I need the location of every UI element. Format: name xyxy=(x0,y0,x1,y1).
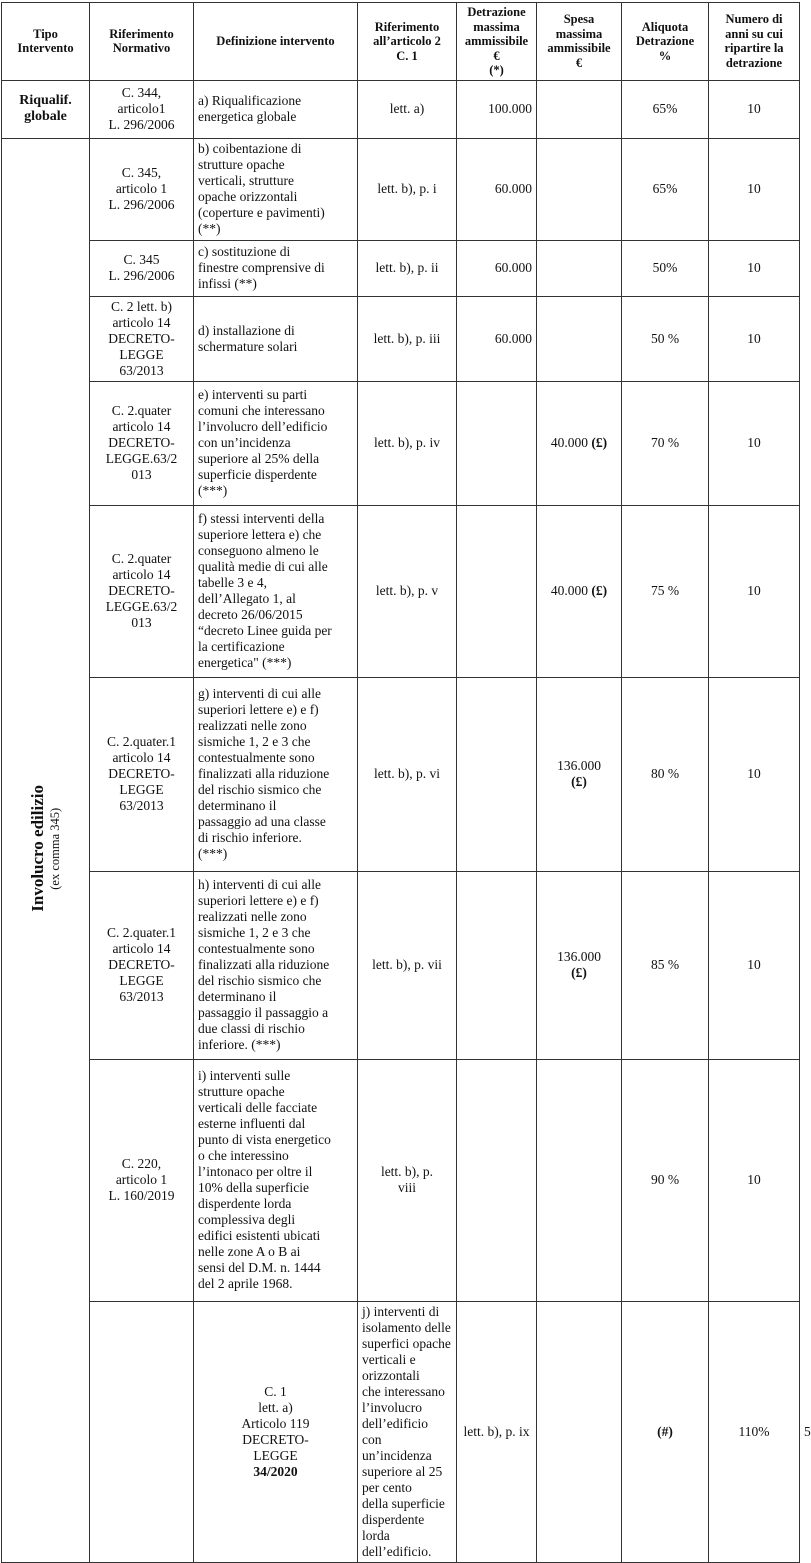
def-cell: i) interventi sulle strutture opache verticali delle facciate esterne influenti dal punto di vista energetico o che interessino l’intonaco per oltre il 10% della superficie disperdente lorda complessiva degli edifici esistenti ubicati nelle zone A o B ai sensi del D.M. n. 1444 del 2 aprile 1968. xyxy=(194,1059,358,1301)
aliq-cell: 65% xyxy=(622,80,709,138)
header-aliquota: Aliquota Detrazione % xyxy=(622,3,709,81)
spesa-mark: (£) xyxy=(571,965,587,980)
art-cell: lett. b), p. ix xyxy=(457,1301,537,1562)
header-spesa: Spesa massima ammissibile € xyxy=(537,3,622,81)
anni-cell: 10 xyxy=(709,505,800,677)
spesa-cell xyxy=(537,677,622,871)
table-row xyxy=(2,80,800,138)
spesa-mark: (£) xyxy=(591,583,608,598)
def-cell: f) stessi interventi della superiore lettera e) che conseguono almeno le qualità medie di cui alle tabelle 3 e 4, dell’Allegato 1, al decreto 26/06/2015 “decreto Linee guida per la certificazione energetica" (***) xyxy=(194,505,358,677)
spesa-cell xyxy=(537,138,622,240)
spesa-value: 136.000 xyxy=(557,758,601,773)
art-cell: lett. b), p. v xyxy=(358,505,457,677)
header-row xyxy=(2,3,800,81)
header-riferimento: Riferimento Normativo xyxy=(90,3,194,81)
art-cell: lett. b), p. vii xyxy=(358,871,457,1059)
anni-cell: 10 xyxy=(709,296,800,381)
header-articolo: Riferimento all’articolo 2 C. 1 xyxy=(358,3,457,81)
aliq-cell: 80 % xyxy=(622,677,709,871)
def-cell: b) coibentazione di strutture opache verticali, strutture opache orizzontali (coperture e pavimenti) (**) xyxy=(194,138,358,240)
def-cell: g) interventi di cui alle superiori lettere e) e f) realizzati nelle zono sismiche 1, 2 e 3 che contestualmente sono finalizzati alla riduzione del rischio sismico che determinano il passaggio ad una classe di rischio inferiore. (***) xyxy=(194,677,358,871)
spesa-value: 40.000 xyxy=(550,583,592,598)
spesa-cell xyxy=(537,871,622,1059)
anni-cell: 10 xyxy=(709,80,800,138)
art-cell: lett. b), p. iii xyxy=(358,296,457,381)
art-cell: lett. b), p. i xyxy=(358,138,457,240)
spesa-cell xyxy=(537,381,622,505)
rif-cell: C. 345 L. 296/2006 xyxy=(90,240,194,296)
tipo-involucro-subtitle: (ex comma 345) xyxy=(48,807,62,889)
header-anni: Numero di anni su cui ripartire la detrazione xyxy=(709,3,800,81)
rif-cell: C. 344, articolo1 L. 296/2006 xyxy=(90,80,194,138)
art-cell: lett. b), p. viii xyxy=(358,1059,457,1301)
detr-cell xyxy=(457,505,537,677)
header-tipo: Tipo Intervento xyxy=(2,3,90,81)
art-cell: lett. b), p. iv xyxy=(358,381,457,505)
table-row xyxy=(2,871,800,1059)
detr-cell: 60.000 xyxy=(457,296,537,381)
header-definizione: Definizione intervento xyxy=(194,3,358,81)
rif-cell: C. 2.quater articolo 14 DECRETO- LEGGE.63/2 013 xyxy=(90,505,194,677)
aliq-cell: 85 % xyxy=(622,871,709,1059)
table-row: C. 1 lett. a) Articolo 119 DECRETO- LEGGE 34/2020 j) interventi di isolamento delle superfici opache verticali e orizzontali che interessano l’involucro dell’edificio con un’incidenza superiore al 25 per cento della superficie disperdente lorda dell’edificio. lett. b), p. ix (#) 110% 5 xyxy=(2,1301,800,1562)
tipo-involucro xyxy=(2,138,90,1562)
spesa-cell xyxy=(537,505,622,677)
def-cell: j) interventi di isolamento delle superfici opache verticali e orizzontali che interessano l’involucro dell’edificio con un’incidenza superiore al 25 per cento della superficie disperdente lorda dell’edificio. xyxy=(358,1301,457,1562)
table-row xyxy=(2,240,800,296)
aliq-cell: 70 % xyxy=(622,381,709,505)
table-row xyxy=(2,138,800,240)
tipo-empty-cell xyxy=(90,1301,194,1562)
anni-cell: 10 xyxy=(709,240,800,296)
aliq-cell: 75 % xyxy=(622,505,709,677)
tipo-riqualif: Riqualif. globale xyxy=(2,80,90,138)
def-cell: a) Riqualificazione energetica globale xyxy=(194,80,358,138)
art-cell: lett. b), p. vi xyxy=(358,677,457,871)
table-row xyxy=(2,1059,800,1301)
anni-cell: 10 xyxy=(709,871,800,1059)
detr-cell: 60.000 xyxy=(457,240,537,296)
rif-cell: C. 2.quater.1 articolo 14 DECRETO- LEGGE 63/2013 xyxy=(90,871,194,1059)
table-row xyxy=(2,296,800,381)
spesa-cell xyxy=(537,296,622,381)
spesa-cell xyxy=(537,80,622,138)
aliq-cell: 110% xyxy=(709,1301,800,1562)
spesa-cell xyxy=(537,1059,622,1301)
anni-cell: 10 xyxy=(709,677,800,871)
aliq-cell: 90 % xyxy=(622,1059,709,1301)
rif-cell xyxy=(194,1301,358,1562)
detr-cell xyxy=(457,381,537,505)
anni-cell: 10 xyxy=(709,1059,800,1301)
spesa-value: 40.000 xyxy=(550,435,592,450)
rif-cell: C. 2.quater.1 articolo 14 DECRETO- LEGGE 63/2013 xyxy=(90,677,194,871)
art-cell: lett. a) xyxy=(358,80,457,138)
table-row xyxy=(2,381,800,505)
def-cell: c) sostituzione di finestre comprensive di infissi (**) xyxy=(194,240,358,296)
detr-cell: 100.000 xyxy=(457,80,537,138)
rif-cell: C. 2.quater articolo 14 DECRETO- LEGGE.63/2 013 xyxy=(90,381,194,505)
detr-cell xyxy=(457,1059,537,1301)
spesa-cell xyxy=(537,240,622,296)
anni-cell: 10 xyxy=(709,138,800,240)
rif-text: C. 1 lett. a) Articolo 119 DECRETO- LEGGE xyxy=(241,1383,310,1463)
tipo-involucro-title: Involucro edilizio xyxy=(28,784,47,912)
deduction-table xyxy=(1,2,811,1563)
spesa-mark: (£) xyxy=(591,435,608,450)
detr-cell: 60.000 xyxy=(457,138,537,240)
detr-cell xyxy=(457,871,537,1059)
def-cell: e) interventi su parti comuni che interessano l’involucro dell’edificio con un’incidenza superiore al 25% della superficie disperdente (***) xyxy=(194,381,358,505)
rif-cell: C. 345, articolo 1 L. 296/2006 xyxy=(90,138,194,240)
rif-cell: C. 220, articolo 1 L. 160/2019 xyxy=(90,1059,194,1301)
aliq-cell: 50% xyxy=(622,240,709,296)
detr-cell xyxy=(537,1301,622,1562)
def-cell: h) interventi di cui alle superiori lettere e) e f) realizzati nelle zono sismiche 1, 2 e 3 che contestualmente sono finalizzati alla riduzione del rischio sismico che determinano il passaggio il passaggio a due classi di rischio inferiore. (***) xyxy=(194,871,358,1059)
spesa-mark: (£) xyxy=(571,774,587,789)
spesa-mark: (#) xyxy=(657,1423,673,1439)
detr-cell xyxy=(457,677,537,871)
aliq-cell: 50 % xyxy=(622,296,709,381)
table-row xyxy=(2,505,800,677)
rif-cell: C. 2 lett. b) articolo 14 DECRETO- LEGGE 63/2013 xyxy=(90,296,194,381)
rif-bold-text: 34/2020 xyxy=(253,1463,298,1479)
def-cell: d) installazione di schermature solari xyxy=(194,296,358,381)
spesa-cell xyxy=(622,1301,709,1562)
header-detrazione: Detrazione massima ammissibile € (*) xyxy=(457,3,537,81)
spesa-value: 136.000 xyxy=(557,949,601,964)
aliq-cell: 65% xyxy=(622,138,709,240)
art-cell: lett. b), p. ii xyxy=(358,240,457,296)
anni-cell: 10 xyxy=(709,381,800,505)
table-row xyxy=(2,677,800,871)
